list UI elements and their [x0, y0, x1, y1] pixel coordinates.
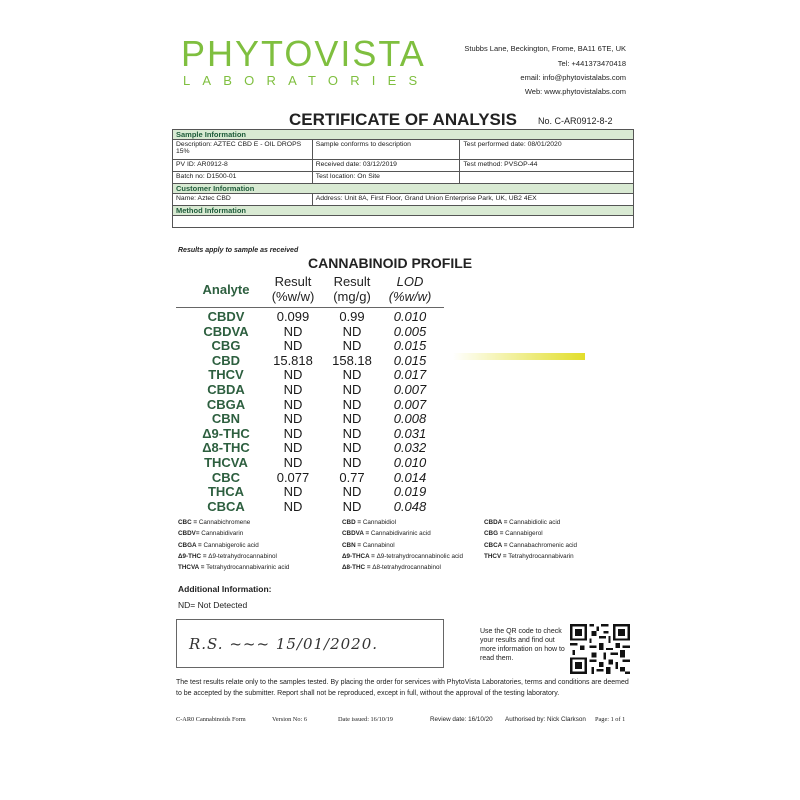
header-divider: [176, 307, 444, 308]
abbreviation-name: Cannabinol: [362, 541, 395, 549]
analyte-cell: THCA: [207, 484, 245, 500]
results-note: Results apply to sample as received: [178, 247, 299, 254]
result-mg-cell: ND: [342, 498, 362, 514]
lod-cell: 0.014: [393, 469, 427, 485]
lod-cell: 0.019: [393, 484, 427, 500]
lod-cell: 0.015: [393, 338, 427, 354]
result-mg-cell: ND: [342, 440, 362, 456]
result-pct-cell: ND: [283, 425, 303, 441]
footer-form: C-AR0 Cannabinoids Form: [176, 716, 246, 723]
abbreviation-code: Δ9-THC =: [178, 552, 207, 560]
abbreviation-item: [178, 531, 243, 537]
analyte-cell: CBG: [211, 338, 241, 354]
sample-description: Description: AZTEC CBD E - OIL DROPS 15%: [173, 140, 313, 160]
abbreviation-code: Δ9-THCA =: [342, 552, 375, 560]
lod-header-line1: LOD: [396, 274, 424, 289]
test-method: Test method: PVSOP-44: [460, 160, 634, 172]
company-website: Web: www.phytovistalabs.com: [524, 87, 626, 96]
abbreviation-name: Cannabachromenic acid: [509, 541, 578, 549]
abbreviation-code: CBC =: [178, 519, 198, 526]
abbreviation-name: Cannabidivarin: [201, 530, 244, 538]
lod-cell: 0.008: [393, 411, 427, 427]
analyte-cell: CBCA: [207, 498, 245, 514]
result-mg-cell: 0.99: [339, 309, 365, 324]
analyte-cell: THCVA: [204, 455, 248, 470]
method-info-body: [173, 216, 634, 228]
abbreviation-item: [178, 554, 277, 560]
result-mg-cell: ND: [342, 338, 362, 354]
abbreviation-item: [342, 543, 395, 549]
footer-page: Page: 1 of 1: [595, 716, 626, 723]
sample-info-table: [172, 129, 634, 228]
result-pct-cell: ND: [283, 411, 303, 427]
company-phone: Tel: +441373470418: [557, 59, 626, 68]
abbreviation-item: [178, 543, 259, 549]
abbreviation-item: [178, 565, 289, 571]
abbreviation-code: THCVA =: [178, 564, 205, 572]
cbd-highlight-bar: [453, 353, 585, 360]
result-pct-cell: 0.077: [276, 469, 310, 485]
footer-review: Review date: 16/10/20: [430, 716, 493, 723]
result-mg-cell: 0.77: [339, 469, 365, 485]
abbreviation-name: Tetrahydrocannabivarinic acid: [206, 564, 290, 572]
company-address: Stubbs Lane, Beckington, Frome, BA11 6TE, UK: [464, 44, 626, 53]
result-mg-cell: ND: [342, 367, 362, 383]
lod-cell: 0.015: [393, 352, 427, 368]
abbreviation-item: [342, 531, 431, 537]
abbreviation-name: Cannabigerolic acid: [203, 541, 259, 549]
analyte-cell: CBGA: [206, 396, 246, 412]
result-pct-cell: ND: [283, 382, 303, 397]
result-mg-cell: ND: [342, 411, 362, 427]
abbreviation-item: [484, 520, 560, 526]
batch-number: Batch no: D1500-01: [173, 172, 313, 184]
lod-cell: 0.005: [393, 323, 427, 339]
result-pct-cell: ND: [283, 367, 303, 383]
abbreviation-item: [178, 520, 250, 526]
sample-info-header: Sample Information: [173, 130, 634, 140]
abbreviation-code: CBDVA =: [342, 530, 370, 538]
lod-cell: 0.032: [393, 440, 427, 456]
analyte-cell: Δ8-THC: [202, 440, 250, 456]
analyte-cell: CBDA: [207, 382, 245, 397]
abbreviation-item: [342, 565, 441, 571]
result-pct-cell: ND: [283, 440, 303, 456]
result-mg-cell: ND: [342, 323, 362, 339]
abbreviation-code: Δ8-THC =: [342, 564, 371, 572]
footer-authorised: Authorised by: Nick Clarkson: [505, 716, 586, 723]
signature-box: [176, 619, 444, 668]
abbreviation-name: Cannabidiolic acid: [509, 519, 561, 526]
analyte-header: Analyte: [202, 282, 250, 297]
result-mg-cell: ND: [342, 455, 362, 470]
result-mg-cell: ND: [342, 425, 362, 441]
result-pct-cell: 15.818: [273, 352, 313, 368]
analyte-cell: CBDV: [207, 309, 245, 324]
pv-id: PV ID: AR0912-8: [173, 160, 313, 172]
abbreviation-name: Cannabichromene: [198, 519, 251, 526]
result-pct-header-line2: (%w/w): [271, 289, 315, 304]
abbreviation-code: CBDV=: [178, 530, 200, 538]
analyte-cell: CBN: [211, 411, 241, 427]
disclaimer: The test results relate only to the samples tested. By placing the order for services with PhytoVista Laboratories, terms and conditions are deemed to be accepted by the submitter. Report shall not be reproduced, except in full, without the approval of the testing laboratory.: [176, 679, 629, 697]
abbreviation-name: Tetrahydrocannabivarin: [508, 552, 574, 560]
result-pct-cell: 0.099: [276, 309, 310, 324]
result-mg-cell: ND: [342, 382, 362, 397]
analyte-cell: CBDVA: [203, 323, 249, 339]
abbreviation-name: Δ9-tetrahydrocannabinol: [208, 552, 277, 560]
company-email: email: info@phytovistalabs.com: [520, 73, 626, 82]
abbreviation-item: [484, 554, 574, 560]
analyte-cell: CBC: [211, 469, 241, 485]
abbreviation-item: [484, 543, 577, 549]
footer-version: Version No: 6: [272, 716, 307, 723]
abbreviation-code: THCV =: [484, 552, 507, 560]
result-pct-cell: ND: [283, 455, 303, 470]
lod-cell: 0.010: [393, 309, 427, 324]
certificate-title: CERTIFICATE OF ANALYSIS: [289, 110, 517, 129]
result-pct-cell: ND: [283, 484, 303, 500]
result-mg-header-line2: (mg/g): [333, 289, 371, 304]
company-logo-subtitle: LABORATORIES: [183, 73, 430, 88]
result-mg-cell: ND: [342, 484, 362, 500]
analyte-cell: THCV: [208, 367, 244, 383]
lod-header-line2: (%w/w): [388, 289, 432, 304]
company-logo: PHYTOVISTA: [181, 33, 426, 74]
analyte-cell: Δ9-THC: [202, 425, 250, 441]
received-date: Received date: 03/12/2019: [312, 160, 460, 172]
cannabinoid-profile-title: CANNABINOID PROFILE: [308, 255, 473, 271]
abbreviation-code: CBD =: [342, 519, 362, 526]
abbreviation-name: Cannabidivarinic acid: [370, 530, 431, 538]
abbreviation-name: Cannabidiol: [362, 519, 397, 526]
result-pct-cell: ND: [283, 396, 303, 412]
signature: R.S. ~~~ 15/01/2020.: [189, 635, 379, 653]
method-info-header: Method Information: [173, 206, 634, 216]
empty-cell: [460, 172, 634, 184]
abbreviation-code: CBN =: [342, 541, 362, 549]
result-pct-header-line1: Result: [274, 274, 312, 289]
abbreviation-item: [484, 531, 543, 537]
result-mg-cell: ND: [342, 396, 362, 412]
analyte-cell: CBD: [211, 352, 241, 368]
result-mg-cell: 158.18: [332, 352, 372, 368]
lod-cell: 0.010: [393, 455, 427, 470]
qr-instructions: Use the QR code to check your results and find out more information on how to read them.: [480, 628, 565, 662]
abbreviation-item: [342, 520, 396, 526]
result-mg-header-line1: Result: [333, 274, 371, 289]
abbreviation-name: Δ9-tetrahydrocannabinolic acid: [376, 552, 464, 560]
nd-definition: ND= Not Detected: [178, 600, 248, 610]
abbreviation-item: [342, 554, 463, 560]
lod-cell: 0.048: [393, 498, 427, 514]
customer-info-header: Customer Information: [173, 184, 634, 194]
lod-cell: 0.007: [393, 382, 427, 397]
test-performed-date: Test performed date: 08/01/2020: [460, 140, 634, 160]
abbreviation-name: Δ8-tetrahydrocannabinol: [372, 564, 441, 572]
footer-issued: Date issued: 16/10/19: [338, 716, 393, 723]
test-location: Test location: On Site: [312, 172, 460, 184]
abbreviation-code: CBGA =: [178, 541, 202, 549]
lod-cell: 0.007: [393, 396, 427, 412]
lod-cell: 0.031: [393, 425, 427, 441]
abbreviation-code: CBDA =: [484, 519, 508, 526]
additional-info-title: Additional Information:: [178, 584, 272, 594]
result-pct-cell: ND: [283, 498, 303, 514]
abbreviation-code: CBCA =: [484, 541, 508, 549]
abbreviation-name: Cannabigerol: [505, 530, 543, 538]
qr-code-icon[interactable]: [570, 624, 630, 674]
customer-name: Name: Aztec CBD: [173, 194, 313, 206]
customer-address: Address: Unit 8A, First Floor, Grand Union Enterprise Park, UK, UB2 4EX: [312, 194, 633, 206]
lod-cell: 0.017: [393, 367, 427, 383]
abbreviation-code: CBG =: [484, 530, 504, 538]
sample-conforms: Sample conforms to description: [312, 140, 460, 160]
result-pct-cell: ND: [283, 323, 303, 339]
certificate-number: No. C-AR0912-8-2: [538, 116, 613, 126]
result-pct-cell: ND: [283, 338, 303, 354]
